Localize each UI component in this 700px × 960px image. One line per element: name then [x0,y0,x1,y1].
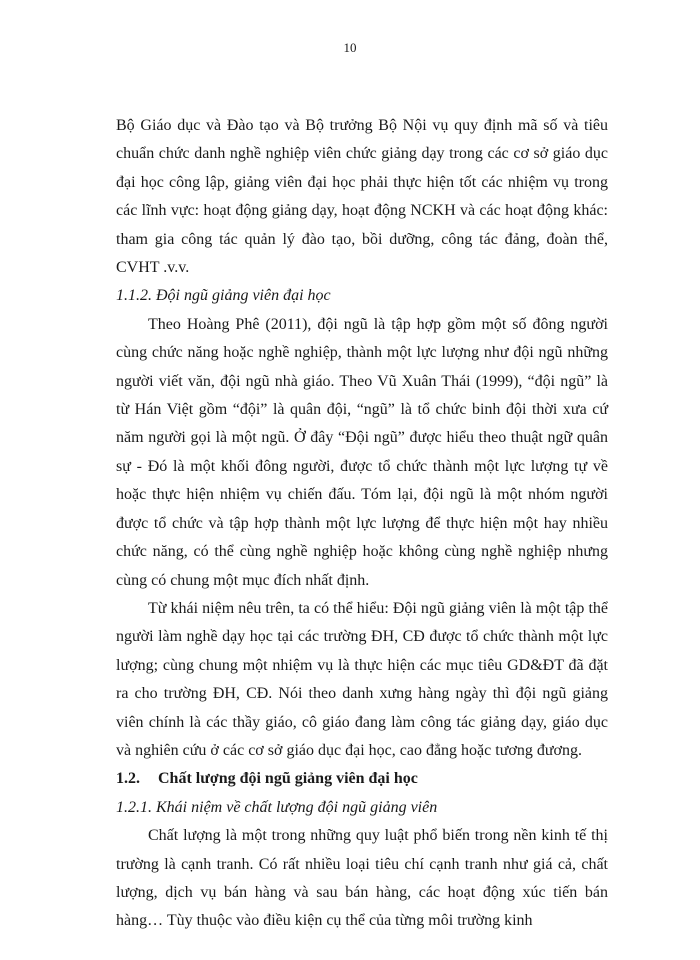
paragraph-2: Theo Hoàng Phê (2011), đội ngũ là tập hợp gồm một số đông người cùng chức năng hoặc nghề nghiệp, thành một lực lượng như đội ngũ những người viết văn, đội ngũ nhà giáo. Theo Vũ Xuân Thái (1999), “đội ngũ” là từ Hán Việt gồm “đội” là quân đội, “ngũ” là tổ chức binh đội thời xưa cứ năm người gọi là một ngũ. Ở đây “Đội ngũ” được hiểu theo thuật ngữ quân sự - Đó là một khối đông người, được tổ chức thành một lực lượng tự về hoặc thực hiện nhiệm vụ chiến đấu. Tóm lại, đội ngũ là một nhóm người được tổ chức và tập hợp thành một lực lượng để thực hiện một hay nhiều chức năng, có thể cùng nghề nghiệp hoặc không cùng nghề nghiệp nhưng cùng có chung một mục đích nhất định. [116,315,608,589]
section-heading-1-2-1: 1.2.1. Khái niệm về chất lượng đội ngũ giảng viên [116,798,438,816]
paragraph-4: Chất lượng là một trong những quy luật phổ biến trong nền kinh tế thị trường là cạnh tranh. Có rất nhiều loại tiêu chí cạnh tranh như giá cả, chất lượng, dịch vụ bán hàng và sau bán hàng, các hoạt động xúc tiến bán hàng… Tùy thuộc vào điều kiện cụ thể của từng môi trường kinh [116,827,608,930]
section-number: 1.2. [116,770,140,788]
section-title: Chất lượng đội ngũ giảng viên đại học [158,770,418,788]
section-heading-1-2 [116,765,608,793]
section-heading-1-1-2: 1.1.2. Đội ngũ giảng viên đại học [116,287,331,305]
document-body [116,112,608,936]
paragraph-1: Bộ Giáo dục và Đào tạo và Bộ trưởng Bộ Nội vụ quy định mã số và tiêu chuẩn chức danh nghề nghiệp viên chức giảng dạy trong các cơ sở giáo dục đại học công lập, giảng viên đại học phải thực hiện tốt các nhiệm vụ trong các lĩnh vực: hoạt động giảng dạy, hoạt động NCKH và các hoạt động khác: tham gia công tác quản lý đào tạo, bồi dưỡng, công tác đảng, đoàn thể, CVHT .v.v. [116,117,608,277]
paragraph-3: Từ khái niệm nêu trên, ta có thể hiểu: Đội ngũ giảng viên là một tập thể người làm nghề dạy học tại các trường ĐH, CĐ được tổ chức thành một lực lượng; cùng chung một nhiệm vụ là thực hiện các mục tiêu GD&ĐT đã đặt ra cho trường ĐH, CĐ. Nói theo danh xưng hàng ngày thì đội ngũ giảng viên chính là các thầy giáo, cô giáo đang làm công tác giảng dạy, giáo dục và nghiên cứu ở các cơ sở giáo dục đại học, cao đẳng hoặc tương đương. [116,599,608,759]
page-number: 10 [343,40,357,55]
